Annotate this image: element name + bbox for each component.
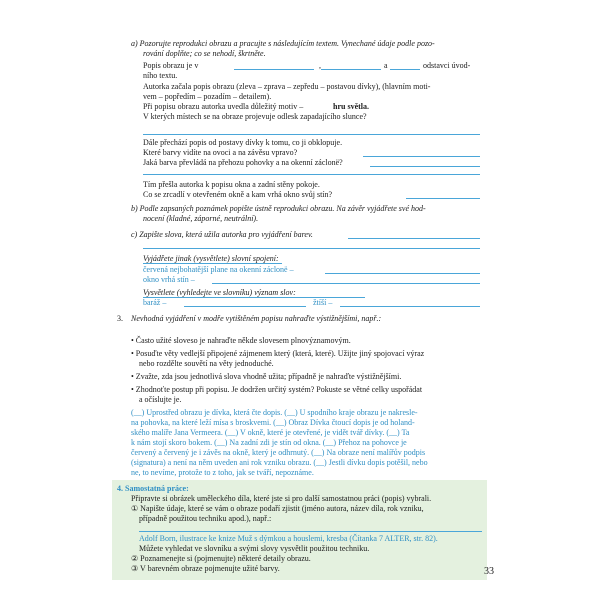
subtask-heading: Vysvětlete (vyhledejte ve slovníku) význam slov: bbox=[143, 288, 296, 297]
exercise-text: červený a červený je i závěs na okně, který je odhrnutý. (__) Na obraze není malířův podpis bbox=[131, 448, 426, 457]
answer-line[interactable] bbox=[370, 166, 480, 167]
underline bbox=[143, 263, 282, 264]
answer-line[interactable] bbox=[340, 306, 480, 307]
answer-sample: červená nejbohatější plane na okenní záclonë – bbox=[143, 265, 294, 274]
task-4-heading: 4. Samostatná práce: bbox=[117, 484, 189, 493]
answer-line[interactable] bbox=[212, 283, 480, 284]
answer-sample: okno vrhá stín – bbox=[143, 275, 195, 284]
text-line: Tím přešla autorka k popisu okna a zadní stěny pokoje. bbox=[143, 180, 320, 189]
text-line: Popis obrazu je v bbox=[143, 61, 199, 70]
text-line: V kterých místech se na obraze projevuje odlesk zapadajícího slunce? bbox=[143, 112, 367, 121]
text-line: Při popisu obrazu autorka uvedla důležitý motiv – bbox=[143, 102, 304, 111]
answer-line[interactable] bbox=[348, 238, 480, 239]
task-a-line-1: a) Pozorujte reprodukci obrazu a pracujte s následujícím textem. Vynechané údaje podle pozo- bbox=[131, 39, 435, 48]
page-number: 33 bbox=[484, 566, 494, 577]
text-line: Můžete vyhledat ve slovníku a svými slovy vysvětlit použitou techniku. bbox=[139, 544, 370, 553]
bullet-item: • Zvažte, zda jsou jednotlivá slova vhodně užita; případně je nahraďte výstižnějšími. bbox=[131, 372, 402, 381]
answer-line[interactable] bbox=[234, 69, 314, 70]
answer-line[interactable] bbox=[184, 306, 306, 307]
text-line: ③ V barevném obraze pojmenujte užité barvy. bbox=[131, 564, 280, 573]
exercise-text: (__) Uprostřed obrazu je dívka, která čte dopis. (__) U spodního kraje obrazu je nakresle- bbox=[131, 408, 418, 417]
answer-line[interactable] bbox=[143, 134, 480, 135]
answer-line[interactable] bbox=[143, 174, 480, 175]
answer-line[interactable] bbox=[363, 156, 480, 157]
text-line: Co se zrcadlí v otevřeném okně a kam vrhá okno svůj stín? bbox=[143, 190, 333, 199]
bullet-item: • Zhodnoťte postup při popisu. Je dodržen určitý systém? Pokuste se větné celky uspořádat bbox=[131, 385, 423, 394]
text-line: Dále přechází popis od postavy dívky k tomu, co ji obklopuje. bbox=[143, 138, 343, 147]
answer-sample: žtíší – bbox=[313, 298, 333, 307]
answer-line[interactable] bbox=[406, 198, 480, 199]
text-line: a bbox=[384, 61, 388, 70]
answer-sample: baráž – bbox=[143, 298, 167, 307]
exercise-text: na pohovka, na které leží mísa s broskvemi. (__) Obraz Dívka čtoucí dopis je od holand- bbox=[131, 418, 415, 427]
text-line: hru světla. bbox=[333, 102, 369, 111]
task-a-line-2: rování doplňte; co se nehodí, škrtněte. bbox=[143, 49, 266, 58]
text-line: Jaká barva převládá na přehozu pohovky a na okenní záclonë? bbox=[143, 158, 343, 167]
text-line: odstavci úvod- bbox=[423, 61, 471, 70]
task-3-line-1: Nevhodná vyjádření v modře vytištěném popisu nahraďte výstižnějšími, např.: bbox=[131, 314, 382, 323]
task-c-line: c) Zapište slova, která užila autorka pro vyjádření barev. bbox=[131, 230, 313, 239]
text-line: ① Napište údaje, které se vám o obraze podaří zjistit (jméno autora, název díla, rok vzniku, bbox=[131, 504, 424, 513]
exercise-text: ne, to nevíme, protože to z toho, jak se tváří, nepoznáme. bbox=[131, 468, 314, 477]
answer-line[interactable] bbox=[139, 531, 482, 532]
bullet-item: nebo rozdělte souvětí na věty jednoduché. bbox=[139, 359, 274, 368]
exercise-text: (signatura) a není na něm uveden ani rok vzniku obrazu. (__) Jestli dívku dopis potěšil, nebo bbox=[131, 458, 428, 467]
subtask-heading: Vyjádřete jinak (vysvětlete) slovní spojení: bbox=[143, 254, 279, 263]
exercise-text: ského malíře Jana Vermeera. (__) V okně, které je otevřené, je vidět tvář dívky. (__) Ta bbox=[131, 428, 410, 437]
text-line: vem – popředím – pozadím – detailem). bbox=[143, 92, 272, 101]
answer-sample: Adolf Born, ilustrace ke knize Muž s dýmkou a houslemi, kresba (Čítanka 7 ALTER, str. 82). bbox=[139, 534, 438, 543]
text-line: Které barvy vidíte na ovoci a na závěsu vpravo? bbox=[143, 148, 298, 157]
answer-line[interactable] bbox=[143, 248, 480, 249]
task-number: 3. bbox=[117, 314, 123, 323]
text-line: , bbox=[319, 61, 321, 70]
bullet-item: a očíslujte je. bbox=[139, 395, 182, 404]
answer-line[interactable] bbox=[390, 69, 420, 70]
text-line: Připravte si obrázek uměleckého díla, které jste si pro další samostatnou práci (popis) vybrali. bbox=[131, 494, 432, 503]
answer-line[interactable] bbox=[325, 273, 480, 274]
text-line: ② Poznamenejte si (pojmenujte) některé detaily obrazu. bbox=[131, 554, 311, 563]
bullet-item: • Posuďte věty vedlejší připojené zájmenem který (která, které). Užijte jiný spojovací výraz bbox=[131, 349, 425, 358]
text-line: Autorka začala popis obrazu (zleva – zprava – zepředu – postavou dívky), (hlavním moti- bbox=[143, 82, 431, 91]
text-line: případně použitou techniku apod.), např.: bbox=[139, 514, 272, 523]
task-b-line-2: nocení (kladné, záporné, neutrální). bbox=[143, 214, 259, 223]
text-line: ního textu. bbox=[143, 71, 178, 80]
answer-line[interactable] bbox=[321, 69, 381, 70]
task-b-line-1: b) Podle zapsaných poznámek popište ústně reprodukci obrazu. Na závěr vyjádřete své hod- bbox=[131, 204, 426, 213]
exercise-text: k nám stojí skoro bokem. (__) Na zadní zdi je stín od okna. (__) Přehoz na pohovce je bbox=[131, 438, 407, 447]
bullet-item: • Často užité sloveso je nahraďte někde slovesem plnovýznamovým. bbox=[131, 336, 351, 345]
